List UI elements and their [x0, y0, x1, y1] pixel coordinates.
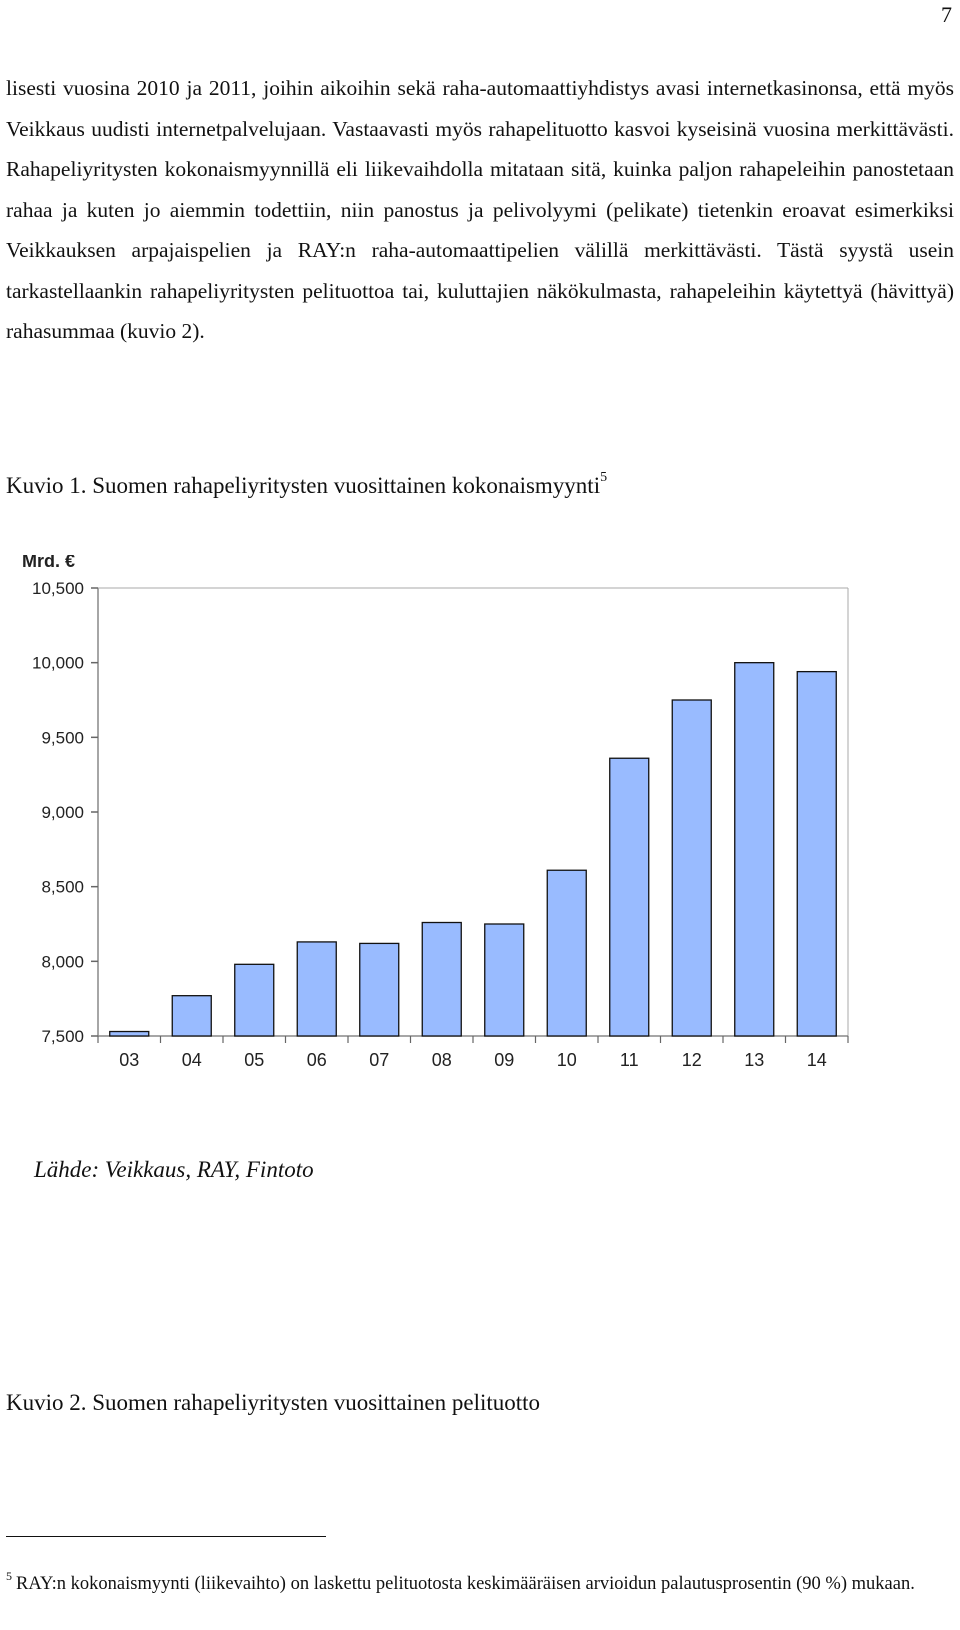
y-tick-label: 8,000 [41, 952, 84, 972]
x-tick-label: 13 [744, 1050, 765, 1070]
figure1-footnote-ref: 5 [600, 470, 608, 485]
x-tick-label: 07 [369, 1050, 390, 1070]
figure1-caption [6, 470, 607, 499]
y-tick-label: 8,500 [41, 877, 84, 897]
y-tick-label: 9,000 [41, 803, 84, 822]
bar-03 [110, 1032, 149, 1036]
y-axis-unit-label: Mrd. € [22, 555, 76, 571]
x-tick-label: 11 [619, 1050, 639, 1070]
y-tick-label: 10,500 [32, 579, 84, 598]
bar-08 [422, 923, 461, 1036]
footnote-marker: 5 [6, 1569, 12, 1583]
y-tick-label: 7,500 [41, 1027, 84, 1046]
page-number: 7 [941, 2, 952, 27]
bar-05 [235, 964, 274, 1036]
total-sales-bar-chart [0, 555, 960, 1115]
figure1-source: Lähde: Veikkaus, RAY, Fintoto [34, 1157, 314, 1182]
figure2-caption: Kuvio 2. Suomen rahapeliyritysten vuosittainen pelituotto [6, 1390, 541, 1415]
bar-07 [360, 943, 399, 1036]
bar-10 [547, 870, 586, 1036]
x-tick-label: 14 [806, 1050, 827, 1070]
x-tick-label: 10 [556, 1050, 577, 1070]
footnote-divider [6, 1536, 326, 1537]
y-tick-label: 10,000 [32, 653, 84, 673]
footnote-text: RAY:n kokonaismyynti (liikevaihto) on laskettu pelituotosta keskimääräisen arvioidun palautusprosentin (90 %) mukaan. [16, 1574, 915, 1594]
x-tick-label: 03 [119, 1050, 140, 1070]
x-tick-label: 05 [244, 1050, 265, 1070]
bar-14 [797, 672, 836, 1036]
bar-11 [610, 758, 649, 1036]
bar-06 [297, 942, 336, 1036]
figure1-caption-text: Kuvio 1. Suomen rahapeliyritysten vuosittainen kokonaismyynti [6, 473, 601, 498]
x-tick-label: 12 [681, 1050, 702, 1070]
footnote [6, 1558, 954, 1602]
y-tick-label: 9,500 [41, 728, 84, 748]
body-paragraph: lisesti vuosina 2010 ja 2011, joihin aikoihin sekä raha-automaattiyhdistys avasi internetkasinonsa, että myös Veikkaus uudisti internetpalvelujaan. Vastaavasti myös rahapelituotto kasvoi kyseisinä vuosina merkittävästi. Rahapeliyritysten kokonaismyynnillä eli liikevaihdolla mitataan sitä, kuinka paljon rahapeleihin panostetaan rahaa ja kuten jo aiemmin todettiin, niin panostus ja pelivolyymi (pelikate) tietenkin eroavat esimerkiksi Veikkauksen arpajaispelien ja RAY:n raha-automaattipelien välillä merkittävästi. Tästä syystä usein tarkastellaankin rahapeliyritysten pelituottoa tai, kuluttajien näkökulmasta, rahapeleihin käytettyä (hävittyä) rahasummaa (kuvio 2). [6, 76, 954, 343]
x-tick-label: 04 [181, 1050, 202, 1070]
x-tick-label: 06 [306, 1050, 327, 1070]
x-tick-label: 09 [494, 1050, 515, 1070]
bar-04 [172, 996, 211, 1036]
bar-13 [735, 663, 774, 1036]
bar-09 [485, 924, 524, 1036]
bar-12 [672, 700, 711, 1036]
x-tick-label: 08 [431, 1050, 452, 1070]
